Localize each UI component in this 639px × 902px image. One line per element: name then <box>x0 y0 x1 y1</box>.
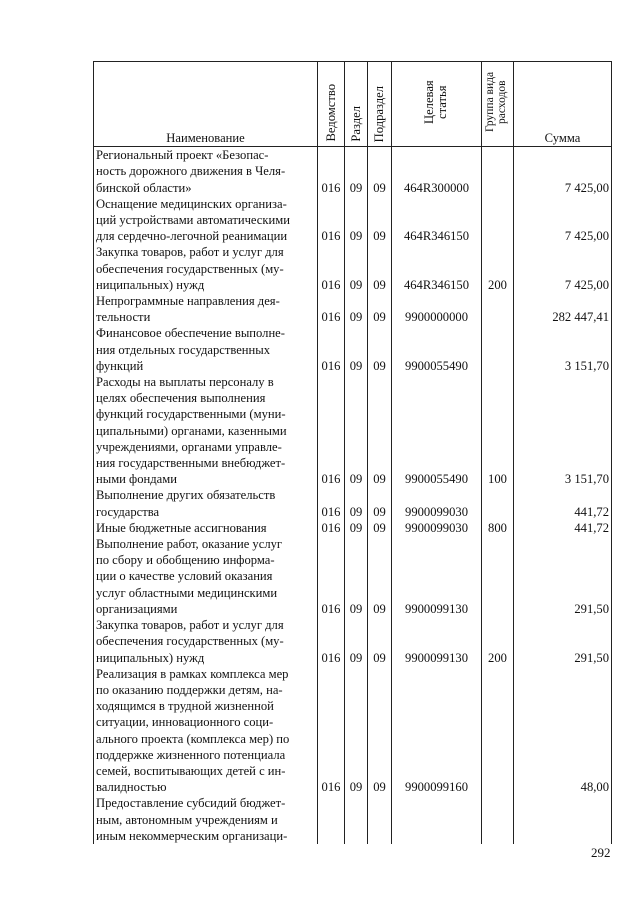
table-row <box>94 293 612 325</box>
table-row <box>94 666 612 796</box>
row-vedomstvo: 016 <box>318 536 345 617</box>
row-name: Реализация в рамках комплекса мер по оказанию поддержки детям, на- ходящимся в трудной жизненной ситуации, инновационного соци- ального проекта (комплекса мер) по поддержке жизненного потенциала семей, воспитывающих детей с ин- валидностью <box>94 666 318 796</box>
row-vedomstvo: 016 <box>318 196 345 245</box>
row-razdel: 09 <box>345 244 368 293</box>
row-podrazdel: 09 <box>368 617 392 666</box>
row-vedomstvo: 016 <box>318 374 345 487</box>
header-gruppa: Группа вида расходов <box>482 62 514 147</box>
row-summa: 282 447,41 <box>514 293 612 325</box>
row-razdel: 09 <box>345 196 368 245</box>
table-row <box>94 325 612 374</box>
row-celevaya-statya: 9900099160 <box>392 666 482 796</box>
row-gruppa <box>482 147 514 196</box>
row-razdel: 09 <box>345 617 368 666</box>
table-header <box>94 62 612 147</box>
page-number: 292 <box>591 845 611 860</box>
row-gruppa <box>482 795 514 844</box>
row-summa: 7 425,00 <box>514 147 612 196</box>
row-name: Региональный проект «Безопас- ность дорожного движения в Челя- бинской области» <box>94 147 318 196</box>
table-row <box>94 147 612 196</box>
header-celevaya: Целевая статья <box>392 62 482 147</box>
row-celevaya-statya: 464R346150 <box>392 196 482 245</box>
row-razdel: 09 <box>345 487 368 519</box>
table-row <box>94 520 612 536</box>
row-vedomstvo: 016 <box>318 244 345 293</box>
row-razdel: 09 <box>345 536 368 617</box>
row-summa: 3 151,70 <box>514 325 612 374</box>
row-gruppa <box>482 196 514 245</box>
row-razdel: 09 <box>345 147 368 196</box>
row-vedomstvo: 016 <box>318 520 345 536</box>
row-gruppa <box>482 666 514 796</box>
header-razdel: Раздел <box>345 62 368 147</box>
row-name: Расходы на выплаты персоналу в целях обеспечения выполнения функций государственными (муни- ципальными) органами, казенными учреждениями, органами управле- ния государственными внебюджет- ными фондами <box>94 374 318 487</box>
row-podrazdel: 09 <box>368 196 392 245</box>
row-razdel: 09 <box>345 666 368 796</box>
row-podrazdel: 09 <box>368 520 392 536</box>
row-vedomstvo: 016 <box>318 147 345 196</box>
budget-table <box>93 61 612 844</box>
header-vedomstvo: Ведомство <box>318 62 345 147</box>
row-vedomstvo: 016 <box>318 325 345 374</box>
row-gruppa: 200 <box>482 617 514 666</box>
row-celevaya-statya: 9900099130 <box>392 536 482 617</box>
row-name: Иные бюджетные ассигнования <box>94 520 318 536</box>
row-name: Непрограммные направления дея- тельности <box>94 293 318 325</box>
row-podrazdel: 09 <box>368 666 392 796</box>
row-celevaya-statya: 9900000000 <box>392 293 482 325</box>
row-name: Предоставление субсидий бюджет- ным, автономным учреждениям и иным некоммерческим организаци- <box>94 795 318 844</box>
row-razdel: 09 <box>345 293 368 325</box>
row-vedomstvo <box>318 795 345 844</box>
row-name: Выполнение работ, оказание услуг по сбору и обобщению информа- ции о качестве условий оказания услуг областными медицинскими организациями <box>94 536 318 617</box>
row-celevaya-statya: 9900099030 <box>392 487 482 519</box>
row-summa: 7 425,00 <box>514 196 612 245</box>
row-razdel: 09 <box>345 520 368 536</box>
row-summa: 291,50 <box>514 617 612 666</box>
header-podrazdel: Подраздел <box>368 62 392 147</box>
row-summa <box>514 795 612 844</box>
row-summa: 291,50 <box>514 536 612 617</box>
header-name: Наименование <box>94 62 318 147</box>
table-row <box>94 795 612 844</box>
row-podrazdel <box>368 795 392 844</box>
row-gruppa <box>482 536 514 617</box>
row-vedomstvo: 016 <box>318 293 345 325</box>
row-summa: 441,72 <box>514 487 612 519</box>
row-gruppa <box>482 325 514 374</box>
table-body <box>94 147 612 844</box>
row-razdel: 09 <box>345 374 368 487</box>
table-row <box>94 536 612 617</box>
row-summa: 441,72 <box>514 520 612 536</box>
row-celevaya-statya: 9900099130 <box>392 617 482 666</box>
row-gruppa: 100 <box>482 374 514 487</box>
row-summa: 3 151,70 <box>514 374 612 487</box>
row-podrazdel: 09 <box>368 487 392 519</box>
row-vedomstvo: 016 <box>318 487 345 519</box>
row-name: Выполнение других обязательств государства <box>94 487 318 519</box>
row-vedomstvo: 016 <box>318 666 345 796</box>
row-vedomstvo: 016 <box>318 617 345 666</box>
table-row <box>94 487 612 519</box>
row-name: Закупка товаров, работ и услуг для обеспечения государственных (му- ниципальных) нужд <box>94 244 318 293</box>
row-gruppa <box>482 487 514 519</box>
row-podrazdel: 09 <box>368 325 392 374</box>
row-podrazdel: 09 <box>368 374 392 487</box>
row-celevaya-statya: 9900099030 <box>392 520 482 536</box>
row-celevaya-statya <box>392 795 482 844</box>
header-summa: Сумма <box>514 62 612 147</box>
row-razdel: 09 <box>345 325 368 374</box>
table-row <box>94 374 612 487</box>
row-celevaya-statya: 9900055490 <box>392 374 482 487</box>
row-razdel <box>345 795 368 844</box>
row-podrazdel: 09 <box>368 536 392 617</box>
table-row <box>94 244 612 293</box>
table-row <box>94 617 612 666</box>
row-name: Финансовое обеспечение выполне- ния отдельных государственных функций <box>94 325 318 374</box>
row-gruppa: 200 <box>482 244 514 293</box>
row-gruppa <box>482 293 514 325</box>
row-celevaya-statya: 464R300000 <box>392 147 482 196</box>
row-summa: 7 425,00 <box>514 244 612 293</box>
row-summa: 48,00 <box>514 666 612 796</box>
row-name: Закупка товаров, работ и услуг для обеспечения государственных (му- ниципальных) нужд <box>94 617 318 666</box>
table-row <box>94 196 612 245</box>
row-gruppa: 800 <box>482 520 514 536</box>
row-name: Оснащение медицинских организа- ций устройствами автоматическими для сердечно-легочной реанимации <box>94 196 318 245</box>
row-podrazdel: 09 <box>368 147 392 196</box>
row-podrazdel: 09 <box>368 244 392 293</box>
row-podrazdel: 09 <box>368 293 392 325</box>
row-celevaya-statya: 464R346150 <box>392 244 482 293</box>
row-celevaya-statya: 9900055490 <box>392 325 482 374</box>
